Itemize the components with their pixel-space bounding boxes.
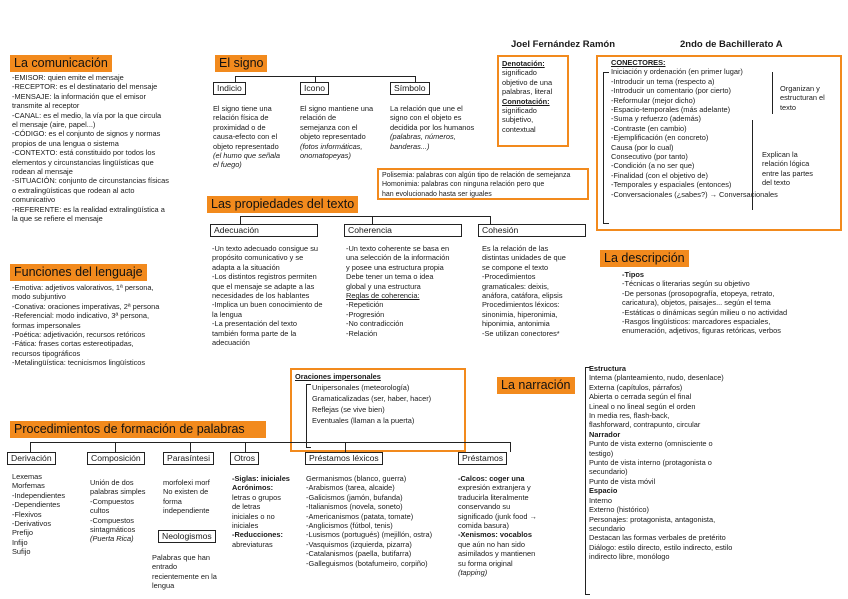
- signo-line: signo con el objeto es: [390, 113, 462, 123]
- signo-line: el fuego): [213, 160, 242, 170]
- narracion-line: Diálogo: estilo directo, estilo indirecto, estilo: [589, 542, 733, 552]
- prestamos-lexicos-line: -Galicismos (jamón, bufanda): [306, 492, 403, 502]
- adecuacion-line: propósito comunicativo y se: [212, 253, 304, 263]
- narracion-line: secundario): [589, 467, 628, 477]
- polisemia-line: han evolucionado hasta ser iguales: [382, 190, 492, 198]
- signo-line: banderas...): [390, 141, 430, 151]
- parasintesi-line: No existen de: [163, 487, 209, 497]
- descripcion-line: -Estáticas o dinámicas según milieu o no actividad: [622, 307, 788, 317]
- otros-line: letras o grupos: [232, 492, 281, 502]
- cohesion-line: anáfora, catáfora, elipsis: [482, 291, 563, 301]
- descripcion-line: enumeración, adjetivos, figuras retóricas, verbos: [622, 326, 781, 336]
- section-title-propiedades: Las propiedades del texto: [207, 196, 358, 213]
- signo-box-icono: Icono: [300, 82, 329, 95]
- coherencia-line: y posee una estructura propia: [346, 262, 444, 272]
- narracion-line: flashforward, contrapunto, circular: [589, 420, 701, 430]
- denotacion-line: objetivo de una: [502, 77, 553, 87]
- polisemia-line: Polisemia: palabras con algún tipo de relación de semejanza: [382, 172, 571, 179]
- conectores-side-line: Explican la: [762, 150, 798, 159]
- signo-line: El signo tiene una: [213, 104, 272, 113]
- signo-icono-text: [300, 104, 373, 160]
- narracion-text: [589, 364, 732, 562]
- signo-line: proximidad o de: [213, 122, 266, 132]
- prestamos-lexicos-line: -Vasquismos (izquierda, pizarra): [306, 539, 412, 549]
- cohesion-line: -Procedimientos: [482, 272, 536, 282]
- signo-box-indicio: Indicio: [213, 82, 246, 95]
- composicion-line: cultos: [90, 506, 110, 516]
- comunicacion-line: el mensaje (aire, papel...): [12, 120, 96, 130]
- conectores-line: Iniciación y ordenación (en primer lugar): [611, 67, 743, 77]
- prestamos-lexicos-text: [306, 474, 432, 568]
- narracion-line: Interna (planteamiento, nudo, desenlace): [589, 373, 724, 383]
- narracion-line: Lineal o no lineal según el orden: [589, 401, 696, 411]
- cohesion-line: gramaticales: deixis,: [482, 281, 549, 291]
- derivacion-line: -Independientes: [12, 490, 66, 500]
- funciones-line: formas impersonales: [12, 320, 81, 330]
- signo-line: El signo mantiene una: [300, 104, 374, 113]
- prestamos-lexicos-line: -Arabismos (tarea, alcaide): [306, 483, 395, 493]
- conectores-line: -Introducir un comentario (por cierto): [611, 86, 731, 96]
- coherencia-line: -Progresión: [346, 309, 385, 319]
- derivacion-line: Sufijo: [12, 547, 31, 557]
- impersonales-items: [312, 382, 431, 426]
- comunicacion-line: o extralingüísticas que rodean al acto: [12, 185, 135, 195]
- otros-text: [232, 474, 290, 549]
- descripcion-line: -Técnicas o literarias según su objetivo: [622, 279, 750, 289]
- signo-line: objeto representado: [213, 141, 279, 151]
- prestamos-line: su forma original: [458, 558, 513, 568]
- composicion-line: sintagmáticos: [90, 525, 136, 535]
- funciones-line: recursos tipográficos: [12, 348, 81, 358]
- cohesion-line: se compone el texto: [482, 262, 549, 272]
- neologismos-line: entrado: [152, 562, 178, 572]
- conectores-side-line: relación lógica: [762, 159, 810, 169]
- conectores-line: -Temporales y espaciales (entonces): [611, 180, 732, 190]
- denotacion-line: Denotación:: [502, 59, 545, 68]
- procedimientos-box-prestamos-lexicos: Préstamos léxicos: [305, 452, 383, 465]
- funciones-line: -Fática: frases cortas estereotipadas,: [12, 339, 134, 349]
- procedimientos-box-parasintesi: Parasíntesi: [163, 452, 214, 465]
- derivacion-line: Infijo: [12, 537, 28, 547]
- polisemia-line: Homonimia: palabras con ninguna relación pero que: [382, 181, 545, 189]
- funciones-line: -Metalingüística: tecnicismos lingüísticos: [12, 358, 146, 368]
- comunicacion-line: -CÓDIGO: es el conjunto de signos y normas: [12, 129, 161, 139]
- coherencia-line: Debe tener un tema o idea: [346, 272, 434, 282]
- parasintesi-text: [163, 478, 210, 516]
- section-title-descripcion: La descripción: [600, 250, 689, 267]
- cohesion-line: sinonimia, hiperonimia,: [482, 309, 558, 319]
- conectores-side-organizan: [780, 84, 825, 112]
- narracion-line: Interno: [589, 495, 613, 505]
- adecuacion-line: -Un texto adecuado consigue su: [212, 244, 319, 253]
- propiedades-box-coherencia: Coherencia: [344, 224, 462, 237]
- signo-simbolo-text: [390, 104, 474, 151]
- derivacion-line: Lexemas: [12, 472, 42, 481]
- composicion-line: -Compuestos: [90, 496, 134, 506]
- composicion-text: [90, 478, 145, 544]
- prestamos-line: conservando su: [458, 502, 511, 512]
- funciones-line: -Emotiva: adjetivos valorativos, 1ª persona,: [12, 283, 154, 292]
- signo-line: relación física de: [213, 113, 269, 123]
- signo-line: La relación que une el: [390, 104, 463, 113]
- prestamos-lexicos-line: -Lusismos (portugués) (mejillón, ostra): [306, 530, 433, 540]
- coherencia-line: -No contradicción: [346, 319, 404, 329]
- cohesion-line: hiponimia, antonimia: [482, 319, 550, 329]
- funciones-line: -Conativa: oraciones imperativas, 2ª persona: [12, 301, 160, 311]
- derivacion-line: Prefijo: [12, 528, 33, 538]
- signo-box-simbolo: Símbolo: [390, 82, 430, 95]
- narracion-line: indirecto libre, monólogo: [589, 552, 670, 562]
- adecuacion-line: -La presentación del texto: [212, 319, 298, 329]
- impersonales-item: Unipersonales (meteorología): [312, 383, 410, 392]
- propiedades-box-adecuacion: Adecuación: [210, 224, 318, 237]
- descripcion-text: [622, 270, 787, 336]
- denotacion-line: contextual: [502, 124, 536, 134]
- narracion-line: Externo (histórico): [589, 505, 649, 515]
- descripcion-line: -Rasgos lingüísticos: marcadores espaciales,: [622, 317, 771, 327]
- adecuacion-line: también forma parte de la: [212, 328, 297, 338]
- comunicacion-line: -MENSAJE: la información que el emisor: [12, 91, 146, 101]
- cohesion-line: Es la relación de las: [482, 244, 549, 253]
- comunicacion-line: transmite al receptor: [12, 101, 80, 111]
- prestamos-lexicos-line: -Catalanismos (paella, butifarra): [306, 549, 412, 559]
- composicion-line: -Compuestos: [90, 515, 134, 525]
- adecuacion-line: -Implica un buen conocimiento de: [212, 300, 323, 310]
- comunicacion-line: -RECEPTOR: es el destinatario del mensaje: [12, 82, 158, 92]
- narracion-line: Punto de vista externo (omnisciente o: [589, 439, 713, 449]
- conectores-line: Consecutivo (por tanto): [611, 152, 688, 162]
- comunicacion-line: rodean al mensaje: [12, 167, 73, 177]
- narracion-line: In media res, flash-back,: [589, 411, 670, 421]
- conectores-line: -Espacio-temporales (más adelante): [611, 105, 731, 115]
- comunicacion-line: -CANAL: es el medio, la vía por la que circula: [12, 110, 162, 120]
- comunicacion-line: -EMISOR: quien emite el mensaje: [12, 73, 124, 82]
- conectores-line: -Condición (a no ser que): [611, 161, 695, 171]
- signo-line: semejanza con el: [300, 122, 358, 132]
- procedimientos-box-derivacion: Derivación: [7, 452, 56, 465]
- author-name: Joel Fernández Ramón: [511, 39, 615, 50]
- narracion-line: secundario: [589, 523, 626, 533]
- prestamos-line: asimilados y mantienen: [458, 549, 536, 559]
- comunicacion-line: -SITUACIÓN: conjunto de circunstancias físicas: [12, 176, 169, 186]
- section-title-funciones: Funciones del lenguaje: [10, 264, 147, 281]
- prestamos-lexicos-line: -Americanismos (patata, tomate): [306, 511, 414, 521]
- composicion-line: (Puerta Rica): [90, 534, 134, 544]
- conectores-line: -Conversacionales (¿sabes?) → Conversacionales: [611, 189, 778, 199]
- prestamos-line: comida basura): [458, 521, 509, 531]
- conectores-side-line: estructuran el: [780, 93, 825, 103]
- parasintesi-line: forma: [163, 496, 182, 506]
- signo-line: onomatopeyas): [300, 151, 351, 161]
- prestamos-line: traducirla literalmente: [458, 492, 529, 502]
- signo-line: (palabras, números,: [390, 132, 456, 142]
- denotacion-line: subjetivo,: [502, 115, 534, 125]
- adecuacion-line: necesidades de los hablantes: [212, 291, 310, 301]
- prestamos-line: -Calcos: coger una: [458, 474, 525, 483]
- comunicacion-text: [12, 73, 197, 224]
- signo-indicio-text: [213, 104, 280, 170]
- prestamos-lexicos-line: Germanismos (blanco, guerra): [306, 474, 407, 483]
- neologismos-line: recientemente en la: [152, 571, 217, 581]
- conectores-title: CONECTORES:: [611, 58, 666, 67]
- parasintesi-line: independiente: [163, 506, 210, 516]
- narracion-line: Personajes: protagonista, antagonista,: [589, 514, 716, 524]
- adecuacion-line: que el mensaje se adapte a las: [212, 281, 315, 291]
- coherencia-line: -Repetición: [346, 300, 384, 310]
- conectores-side-line: del texto: [762, 178, 790, 188]
- neologismos-text: [152, 553, 217, 591]
- narracion-line: testigo): [589, 448, 614, 458]
- coherencia-line: Reglas de coherencia:: [346, 291, 420, 301]
- narracion-line: Punto de vista interno (protagonista o: [589, 458, 712, 468]
- comunicacion-line: la que se refiere el mensaje: [12, 214, 103, 224]
- conectores-line: -Finalidad (con el objetivo de): [611, 170, 708, 180]
- prestamos-lexicos-line: -Anglicismos (fútbol, tenis): [306, 521, 393, 531]
- comunicacion-line: comunicativo: [12, 195, 56, 205]
- neologismos-line: Palabras que han: [152, 553, 210, 562]
- conectores-line: -Contraste (en cambio): [611, 123, 687, 133]
- otros-line: iniciales o no: [232, 511, 275, 521]
- adecuacion-line: -Los distintos registros permiten: [212, 272, 317, 282]
- cohesion-text: [482, 244, 566, 338]
- parasintesi-line: morfolexi morf: [163, 478, 210, 487]
- composicion-line: Unión de dos: [90, 478, 134, 487]
- coherencia-line: -Un texto coherente se basa en: [346, 244, 450, 253]
- narracion-line: Estructura: [589, 364, 626, 373]
- otros-line: -Siglas: iniciales: [232, 474, 290, 483]
- derivacion-line: -Dependientes: [12, 500, 61, 510]
- prestamos-lexicos-line: -Galleguismos (botafumeiro, corpiño): [306, 558, 428, 568]
- prestamos-line: -Xenismos: vocablos: [458, 530, 532, 540]
- conectores-line: -Ejemplificación (en concreto): [611, 133, 709, 143]
- comunicacion-line: elementos y circunstancias lingüísticas que: [12, 157, 154, 167]
- narracion-line: Punto de vista móvil: [589, 476, 656, 486]
- composicion-line: palabras simples: [90, 487, 146, 497]
- conectores-line: -Suma y refuerzo (además): [611, 114, 701, 124]
- cohesion-line: Procedimientos léxicos:: [482, 300, 560, 310]
- conectores-line: -Introducir un tema (respecto a): [611, 76, 715, 86]
- signo-line: relación de: [300, 113, 337, 123]
- section-title-procedimientos: Procedimientos de formación de palabras: [10, 421, 266, 438]
- otros-line: -Reducciones:: [232, 530, 283, 540]
- coherencia-line: -Relación: [346, 328, 378, 338]
- section-title-narracion: La narración: [497, 377, 575, 394]
- polisemia-box: [377, 168, 589, 200]
- signo-line: decidida por los humanos: [390, 122, 475, 132]
- derivacion-line: Morfemas: [12, 481, 45, 491]
- adecuacion-line: adapta a la situación: [212, 262, 280, 272]
- section-title-signo: El signo: [215, 55, 267, 72]
- denotacion-line: palabras, literal: [502, 87, 553, 97]
- adecuacion-text: [212, 244, 323, 347]
- otros-line: Acrónimos:: [232, 483, 274, 493]
- denotacion-line: significado: [502, 106, 537, 116]
- narracion-line: Espacio: [589, 486, 618, 496]
- derivacion-text: [12, 472, 65, 557]
- adecuacion-line: la lengua: [212, 309, 242, 319]
- section-title-comunicacion: La comunicación: [10, 55, 112, 72]
- conectores-side-line: texto: [780, 102, 797, 112]
- conectores-side-line: Organizan y: [780, 84, 820, 93]
- otros-line: iniciales: [232, 521, 259, 531]
- procedimientos-box-otros: Otros: [230, 452, 259, 465]
- impersonales-item: Reflejas (se vive bien): [312, 405, 385, 414]
- prestamos-lexicos-line: -Italianismos (novela, soneto): [306, 502, 403, 512]
- neologismos-box: Neologismos: [158, 530, 216, 543]
- prestamos-line: (tapping): [458, 568, 488, 578]
- propiedades-box-cohesion: Cohesión: [478, 224, 586, 237]
- conectores-line: Causa (por lo cual): [611, 142, 674, 152]
- narracion-line: Externa (capítulos, párrafos): [589, 382, 683, 392]
- coherencia-line: una selección de la información: [346, 253, 450, 263]
- prestamos-line: expresión extranjera y: [458, 483, 531, 493]
- comunicacion-line: propios de una lengua o sistema: [12, 138, 119, 148]
- procedimientos-box-composicion: Composición: [87, 452, 145, 465]
- funciones-line: -Poética: adjetivación, recursos retóricos: [12, 330, 146, 340]
- prestamos-text: [458, 474, 537, 577]
- denotacion-line: Connotación:: [502, 96, 550, 106]
- course-name: 2ndo de Bachillerato A: [680, 39, 783, 50]
- comunicacion-line: -CONTEXTO: está constituido por todos los: [12, 148, 156, 158]
- impersonales-item: Gramaticalizadas (ser, haber, hacer): [312, 394, 432, 403]
- otros-line: abreviaturas: [232, 539, 273, 549]
- signo-line: (el humo que señala: [213, 151, 280, 161]
- signo-line: objeto representado: [300, 132, 366, 142]
- signo-line: (fotos informáticas,: [300, 141, 363, 151]
- impersonales-title: Oraciones impersonales: [295, 372, 381, 381]
- denotacion-line: significado: [502, 68, 537, 78]
- denotacion-box: [497, 55, 569, 147]
- cohesion-line: -Se utilizan conectores*: [482, 328, 560, 338]
- prestamos-line: significado (junk food →: [458, 511, 537, 521]
- funciones-text: [12, 283, 202, 368]
- conectores-line: -Reformular (mejor dicho): [611, 95, 696, 105]
- procedimientos-box-prestamos: Préstamos: [458, 452, 507, 465]
- narracion-line: Narrador: [589, 429, 621, 439]
- coherencia-text: [346, 244, 450, 338]
- prestamos-line: que aún no han sido: [458, 539, 525, 549]
- descripcion-line: -Tipos: [622, 270, 645, 279]
- funciones-line: -Referencial: modo indicativo, 3ª persona,: [12, 311, 150, 321]
- neologismos-line: lengua: [152, 581, 175, 591]
- impersonales-item: Eventuales (llaman a la puerta): [312, 416, 415, 425]
- coherencia-line: global y una estructura: [346, 281, 421, 291]
- adecuacion-line: adecuación: [212, 338, 250, 348]
- derivacion-line: -Derivativos: [12, 519, 52, 529]
- funciones-line: modo subjuntivo: [12, 292, 66, 302]
- conectores-side-line: entre las partes: [762, 168, 813, 178]
- comunicacion-line: -REFERENTE: es la realidad extralingüística a: [12, 204, 165, 214]
- cohesion-line: distintas unidades de que: [482, 253, 566, 263]
- derivacion-line: -Flexivos: [12, 509, 42, 519]
- signo-line: causa-efecto con el: [213, 132, 278, 142]
- descripcion-line: -De personas (prosopografía, etopeya, retrato,: [622, 288, 775, 298]
- descripcion-line: caricatura), objetos, paisajes... según el tema: [622, 298, 771, 308]
- conectores-side-explican: [762, 150, 813, 188]
- narracion-line: Destacan las formas verbales de pretérito: [589, 533, 726, 543]
- narracion-line: Abierta o cerrada según el final: [589, 392, 692, 402]
- otros-line: de letras: [232, 502, 261, 512]
